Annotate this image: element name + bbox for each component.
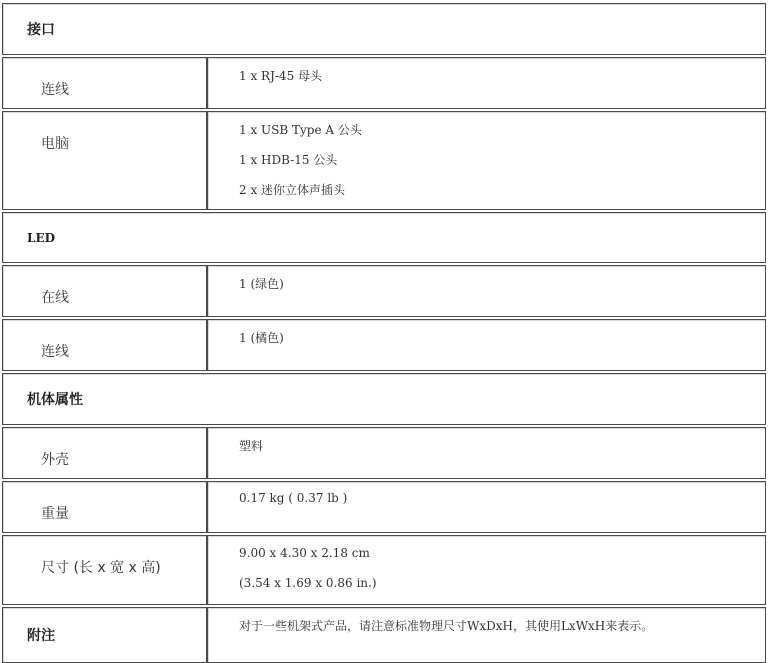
notes-label-cell [2, 607, 207, 663]
spec-value: 9.00 x 4.30 x 2.18 cm [239, 546, 370, 560]
spec-value: 1 x RJ-45 母头 [239, 69, 323, 83]
spec-value-cell-led-link [207, 319, 766, 371]
spec-value: 1 (橘色) [239, 331, 284, 345]
spec-value-cell-dimensions [207, 535, 766, 605]
spec-value-cell-housing [207, 427, 766, 479]
spec-label: 电脑 [41, 136, 69, 152]
spec-value-cell-link [207, 57, 766, 109]
spec-value: 2 x 迷你立体声插头 [239, 183, 346, 197]
spec-value: 1 x USB Type A 公头 [239, 123, 362, 137]
spec-label-cell-computer [2, 111, 207, 210]
spec-label: 外壳 [41, 452, 69, 468]
notes-value-cell [207, 607, 766, 663]
spec-label: 尺寸 (长 x 宽 x 高) [41, 560, 161, 576]
spec-value: 1 (绿色) [239, 277, 284, 291]
spec-value: (3.54 x 1.69 x 0.86 in.) [239, 576, 377, 590]
section-title: LED [27, 230, 55, 245]
spec-value: 0.17 kg ( 0.37 lb ) [239, 491, 348, 505]
section-title: 接口 [27, 22, 55, 38]
spec-label-cell-weight [2, 481, 207, 533]
spec-label: 在线 [41, 290, 69, 306]
section-title: 机体属性 [27, 392, 83, 408]
spec-value-cell-weight [207, 481, 766, 533]
spec-label-cell-housing [2, 427, 207, 479]
spec-value-cell-online [207, 265, 766, 317]
spec-label-cell-led-link [2, 319, 207, 371]
spec-value: 1 x HDB-15 公头 [239, 153, 338, 167]
section-header-led [2, 212, 766, 263]
spec-label: 连线 [41, 82, 69, 98]
section-header-interface [2, 3, 766, 55]
spec-value: 塑料 [239, 439, 264, 453]
spec-label: 连线 [41, 344, 69, 360]
section-header-body [2, 373, 766, 425]
notes-text: 对于一些机架式产品，请注意标准物理尺寸WxDxH，其使用LxWxH来表示。 [239, 619, 654, 633]
spec-label-cell-dimensions [2, 535, 207, 605]
spec-label-cell-link [2, 57, 207, 109]
spec-value-cell-computer [207, 111, 766, 210]
spec-label: 重量 [41, 506, 69, 522]
section-title: 附注 [27, 628, 55, 644]
spec-label-cell-online [2, 265, 207, 317]
